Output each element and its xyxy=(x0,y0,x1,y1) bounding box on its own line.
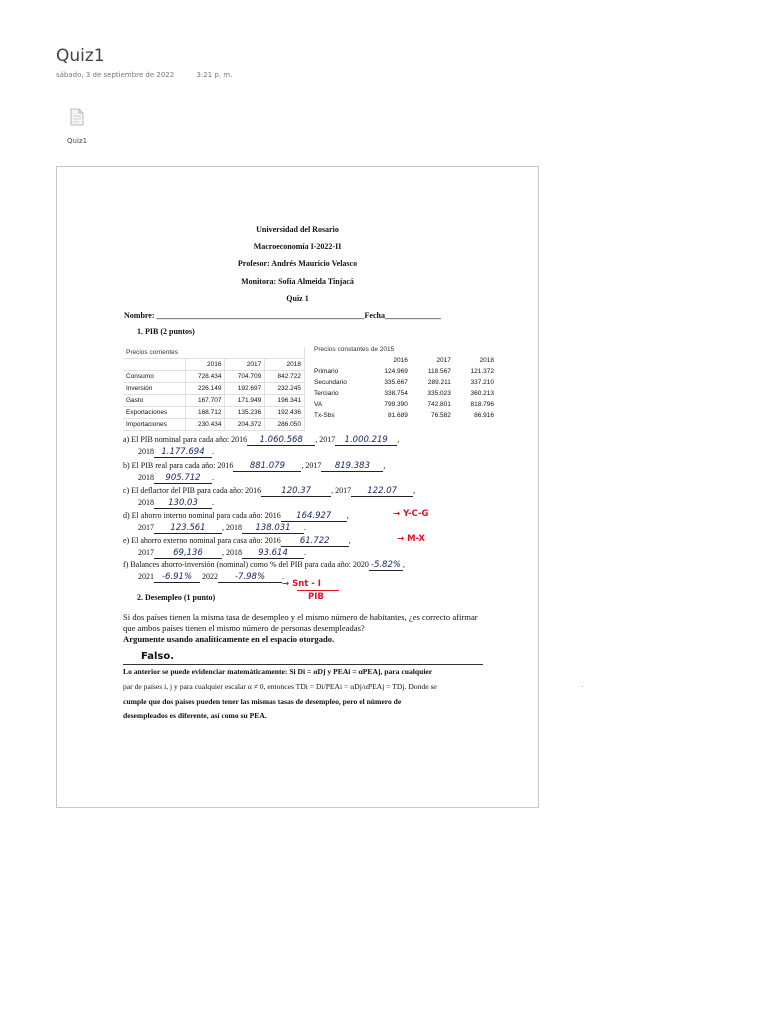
answer-e-2018: 93.614 xyxy=(258,548,288,558)
answer-a-2016: 1.060.568 xyxy=(259,435,303,445)
question-text: f) Balances ahorro-inversión (nominal) como % del PIB para cada año: 2020 xyxy=(123,560,369,569)
question-text: , xyxy=(413,486,416,495)
question-text: , xyxy=(397,435,400,444)
table-header: 2017 xyxy=(436,357,451,364)
note-meta xyxy=(56,71,252,79)
answer-b-2017: 819.383 xyxy=(334,461,370,471)
table-row xyxy=(123,383,305,395)
section2-title: 2. Desempleo (1 punto) xyxy=(137,593,216,602)
question-text: . xyxy=(212,447,214,456)
question-text: . xyxy=(212,473,214,482)
answer-f-2021: -6.91% xyxy=(161,572,193,582)
quiz-document xyxy=(57,167,538,807)
table-cell: 818.796 xyxy=(470,401,494,408)
question-a-line2 xyxy=(138,447,214,458)
table-cell: 742.801 xyxy=(427,401,451,408)
table-cell: 204.372 xyxy=(225,419,265,431)
table-row xyxy=(311,366,497,377)
question-instruction: Argumente usando analíticamente en el espacio otorgado. xyxy=(123,634,335,644)
table-cell: 337.210 xyxy=(470,379,494,386)
question-text: . xyxy=(212,498,214,507)
note-f-numerator: → Snt - I xyxy=(282,579,321,589)
attachment-label[interactable]: Quiz1 xyxy=(67,137,88,145)
header-university: Universidad del Rosario xyxy=(256,225,339,234)
table-header xyxy=(123,359,185,371)
answer-e-2016: 61.722 xyxy=(299,536,330,546)
question-d-line2 xyxy=(138,523,306,534)
table-cell: 171.949 xyxy=(225,395,265,407)
table-row xyxy=(123,371,305,383)
question-text: . xyxy=(304,523,306,532)
table-cell: 842.722 xyxy=(265,371,305,383)
table-row xyxy=(123,407,305,419)
answer-line-1: Lo anterior se puede evidenciar matemáticamente: Si Di = αDj y PEAi = αPEAj, para cualquier xyxy=(123,667,433,676)
question-c-line1 xyxy=(123,486,415,497)
note-time: 3:21 p. m. xyxy=(196,71,233,79)
question-text: a) El PIB nominal para cada año: 2016 xyxy=(123,435,248,444)
answer-line-2: par de países i, j y para cualquier escalar α ≠ 0, entonces TDi = Di/PEAi = αDj/αPEAj = TDj. Donde se xyxy=(123,682,437,691)
printout-page xyxy=(56,166,539,808)
question-f-line1 xyxy=(123,560,405,571)
answer-e-2017: 69,136 xyxy=(173,548,203,558)
table-cell: 338.754 xyxy=(384,390,408,397)
answer-c-2016: 120.37 xyxy=(281,486,312,496)
table-cell: 81.689 xyxy=(387,412,408,419)
table-caption: Precios constantes de 2015 xyxy=(314,346,395,353)
question-b-line2 xyxy=(138,473,214,484)
header-professor: Profesor: Andrés Mauricio Velasco xyxy=(237,259,358,268)
answer-a-2017: 1.000.219 xyxy=(344,435,388,445)
table-cell: 168.712 xyxy=(185,407,225,419)
note-d-formula: → Y-C-G xyxy=(393,509,429,519)
question-d-line1 xyxy=(123,511,349,522)
answer-d-2016: 164.927 xyxy=(296,511,332,521)
question-text: , 2018 xyxy=(222,523,242,532)
note-e-formula: → M-X xyxy=(397,534,425,544)
question-text: b) El PIB real para cada año: 2016 xyxy=(123,461,234,470)
table-cell: Importaciones xyxy=(123,419,185,431)
answer-d-2018: 138.031 xyxy=(255,523,291,533)
question-text: , xyxy=(348,536,351,545)
table-header: 2018 xyxy=(265,359,305,371)
stray-dot: · xyxy=(581,682,584,691)
table-row xyxy=(123,419,305,431)
question-b-line1 xyxy=(123,461,385,472)
table-cell: 192.697 xyxy=(225,383,265,395)
question-text: . xyxy=(304,548,306,557)
question-text: 2018 xyxy=(138,447,154,456)
table-row xyxy=(123,395,305,407)
table-cell: 335.023 xyxy=(427,390,451,397)
question-text: , 2017 xyxy=(301,461,322,470)
table-header: 2016 xyxy=(185,359,225,371)
table-cell: 728.434 xyxy=(185,371,225,383)
table-cell: Consumo xyxy=(123,371,185,383)
question-f-line2 xyxy=(138,572,284,583)
question-text: , xyxy=(402,560,405,569)
table-cell: Tx-Sbs xyxy=(314,412,335,419)
table-precios-corrientes xyxy=(123,347,305,431)
answer-b-2016: 881.079 xyxy=(249,461,285,471)
table-row xyxy=(311,410,497,421)
question-e-line2 xyxy=(138,548,306,559)
header-quiz: Quiz 1 xyxy=(286,294,309,303)
question-e-line1 xyxy=(123,536,351,547)
table-header: 2016 xyxy=(393,357,408,364)
table-cell: 86.916 xyxy=(474,412,494,419)
table-row xyxy=(311,388,497,399)
answer-f-2020: -5.82% xyxy=(370,560,401,570)
table-precios-constantes xyxy=(311,344,497,421)
question-text: , xyxy=(346,511,349,520)
table-cell: 704.709 xyxy=(225,371,265,383)
table-cell: 76.582 xyxy=(431,412,451,419)
question-text: 2021 xyxy=(138,572,154,581)
table-cell: Exportaciones xyxy=(123,407,185,419)
note-title: Quiz1 xyxy=(56,46,105,66)
question-text: 2017 xyxy=(138,548,154,557)
name-date-line: Nombre: ____________________________________________________Fecha______________ xyxy=(124,311,441,320)
table-caption: Precios corrientes xyxy=(123,347,305,359)
note-date: sábado, 3 de septiembre de 2022 xyxy=(56,71,175,79)
table-cell: Secundario xyxy=(314,379,347,386)
table-cell: 289.211 xyxy=(427,379,451,386)
answer-c-2018: 130.03 xyxy=(168,498,198,508)
question-text: , 2017 xyxy=(315,435,336,444)
table-header: 2017 xyxy=(225,359,265,371)
table-cell: Primario xyxy=(314,368,339,375)
table-cell: 118.567 xyxy=(427,368,451,375)
header-course: Macroeconomía I-2022-II xyxy=(253,242,342,251)
table-cell: 799.390 xyxy=(384,401,408,408)
header-monitor: Monitora: Sofía Almeida Tinjacá xyxy=(241,277,354,286)
table-row xyxy=(311,377,497,388)
answer-d-2017: 123.561 xyxy=(170,523,206,533)
question-text: . xyxy=(282,572,284,581)
question-a-line1 xyxy=(123,435,399,446)
answer-f-2022: -7.98% xyxy=(234,572,266,582)
table-cell: Gasto xyxy=(123,395,185,407)
table-cell: 196.341 xyxy=(265,395,305,407)
table-cell: 226.149 xyxy=(185,383,225,395)
table-cell: 167.707 xyxy=(185,395,225,407)
table-cell: 360.213 xyxy=(470,390,494,397)
answer-line-4: desempleados es diferente, así como su PEA. xyxy=(123,711,267,720)
table-cell: Terciario xyxy=(314,390,339,397)
table-row xyxy=(311,399,497,410)
answer-b-2018: 905.712 xyxy=(165,473,201,483)
table-cell: 121.372 xyxy=(470,368,494,375)
question-text: e) El ahorro externo nominal para casa año: 2016 xyxy=(123,536,281,545)
note-f-fraction-bar xyxy=(297,590,339,591)
answer-line-3: cumple que dos países pueden tener las mismas tasas de desempleo, pero el número de xyxy=(123,697,402,706)
table-cell: 230.434 xyxy=(185,419,225,431)
section2-question xyxy=(123,612,483,645)
file-icon[interactable] xyxy=(70,108,84,126)
note-f-denominator: PIB xyxy=(308,592,324,602)
question-text: 2022 xyxy=(202,572,218,581)
table-cell: VA xyxy=(314,401,323,408)
question-text: , xyxy=(383,461,386,470)
question-text: d) El ahorro interno nominal para cada año: 2016 xyxy=(123,511,281,520)
question-text: c) El deflactor del PIB para cada año: 2016 xyxy=(123,486,262,495)
question-text: , 2017 xyxy=(331,486,352,495)
table-header: 2018 xyxy=(479,357,494,364)
question-text: 2018 xyxy=(138,498,154,507)
table-cell: 232.245 xyxy=(265,383,305,395)
question-text: 2017 xyxy=(138,523,154,532)
table-cell: 335.667 xyxy=(384,379,408,386)
table-cell: 286.050 xyxy=(265,419,305,431)
section1-title: 1. PIB (2 puntos) xyxy=(137,327,195,336)
handwritten-answer: Falso. xyxy=(141,651,175,662)
table-cell: 124.969 xyxy=(384,368,408,375)
question-text: Si dos países tienen la misma tasa de desempleo y el mismo número de habitantes, ¿es correcto afirmar que ambos países tienen el mismo número de personas desempleadas? xyxy=(123,612,478,633)
answer-c-2017: 122.07 xyxy=(367,486,398,496)
table-header xyxy=(311,355,368,366)
question-text: , 2018 xyxy=(222,548,242,557)
table-cell: Inversión xyxy=(123,383,185,395)
question-c-line2 xyxy=(138,498,214,509)
table-cell: 192.436 xyxy=(265,407,305,419)
question-text: 2018 xyxy=(138,473,154,482)
table-cell: 135.236 xyxy=(225,407,265,419)
answer-a-2018: 1.177.694 xyxy=(161,447,205,457)
